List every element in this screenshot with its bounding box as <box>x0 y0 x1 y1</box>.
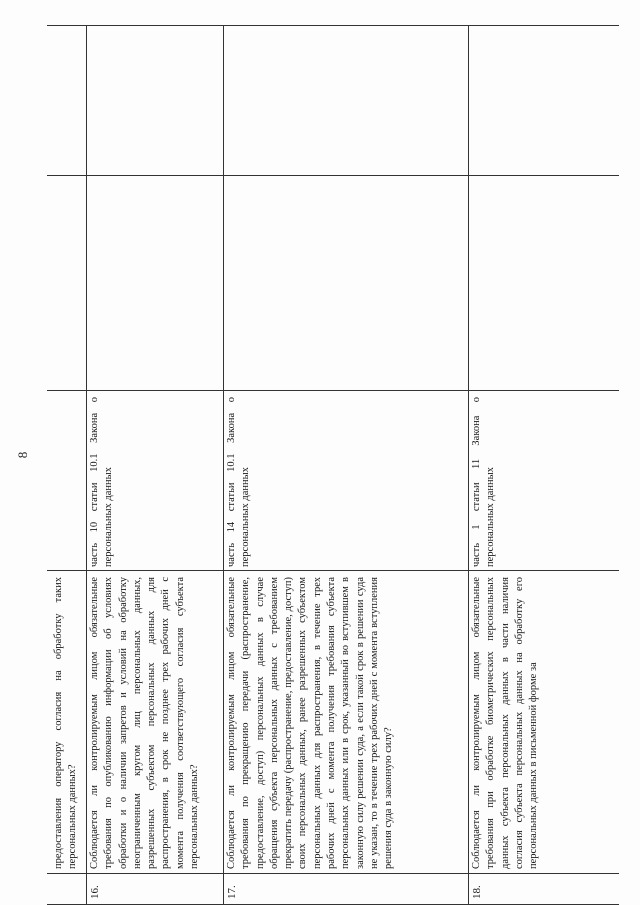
column-divider <box>47 570 619 571</box>
continuation-text: предоставления оператору согласия на обработку таких персональных данных? <box>53 577 79 869</box>
row-number: 18. <box>471 885 483 899</box>
row-question: Соблюдается ли контролируемым лицом обязательные требования при обработке биометрических персональных данных субъекта персональных данных в части наличия согласия субъекта персональных данных на обработку его персональных данных в письменной форме за <box>471 577 540 869</box>
column-divider <box>47 873 619 874</box>
row-number: 17. <box>226 885 238 899</box>
row-divider <box>223 26 224 904</box>
row-reference: часть 14 статьи 10.1 Закона о персональных данных <box>226 397 252 567</box>
column-divider <box>47 390 619 391</box>
row-divider <box>468 26 469 904</box>
row-reference: часть 10 статьи 10.1 Закона о персональных данных <box>89 397 115 567</box>
column-divider <box>47 175 619 176</box>
row-question: Соблюдается ли контролируемым лицом обязательные требования по опубликованию информации об условиях обработки и о наличии запретов и условий на обработку неограниченным кругом лиц персональных данных, разрешенных субъектом персональных данных для распространения, в срок не позднее трех рабочих дней с момента получения соответствующего согласия субъекта персональных данных? <box>89 577 201 869</box>
row-number: 16. <box>89 885 101 899</box>
checklist-table <box>47 27 619 905</box>
page-number: 8 <box>15 451 30 459</box>
row-reference: часть 1 статьи 11 Закона о персональных данных <box>471 397 497 567</box>
row-question: Соблюдается ли контролируемым лицом обязательные требования по прекращению передачи (распространение, предоставление, доступ) персональных данных в случае обращения субъекта персональных данных с требованием прекратить передачу (распространение, предоставление, доступ) своих персональных данных, ранее разрешенных субъектом персональных данных для распространения, в течение трех рабочих дней с момента получения требования субъекта персональных данных или в срок, указанный во вступившем в законную силу решении суда, а если такой срок в решении суда не указан, то в течение трех рабочих дней с момента вступления решения суда в законную силу? <box>226 577 395 869</box>
row-divider <box>86 26 87 904</box>
